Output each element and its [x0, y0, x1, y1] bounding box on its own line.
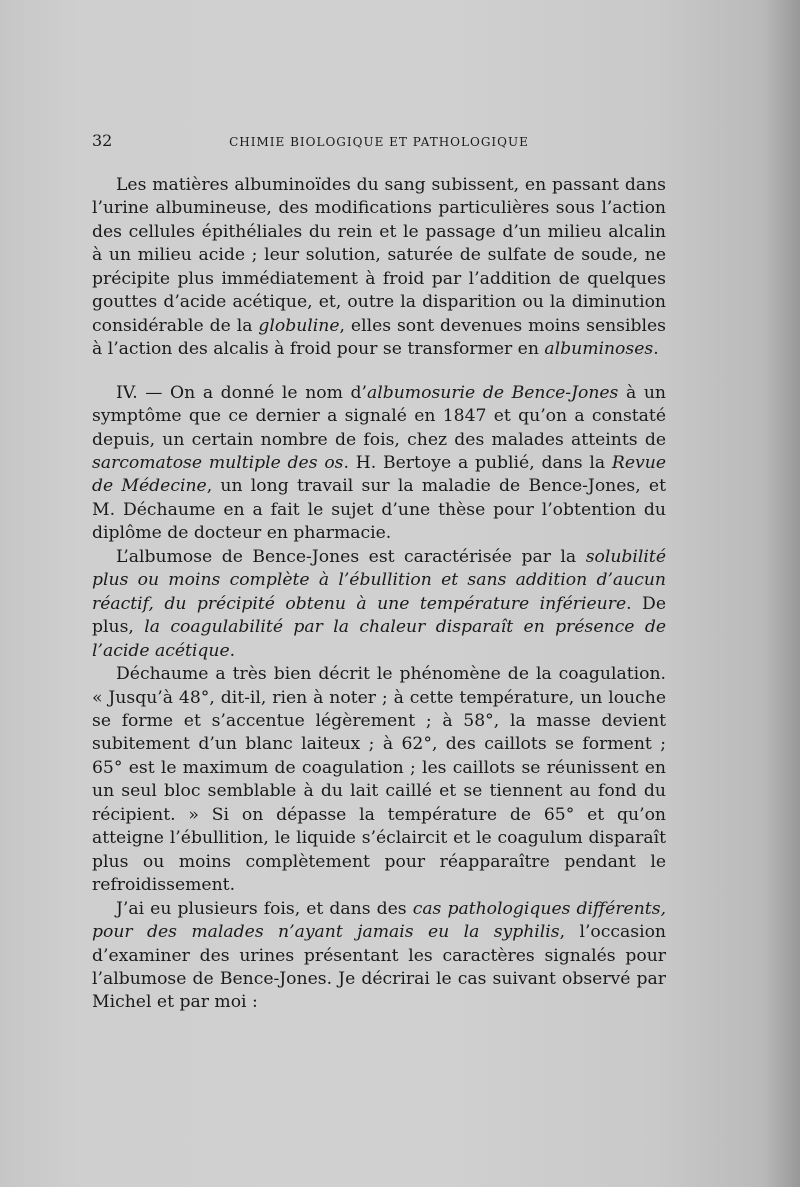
italic-run: Revue de Médecine — [92, 452, 666, 497]
italic-run: solubilité plus ou moins complète à l’ébullition et sans addition d’aucun réactif, du précipité obtenu à une température inférieure — [92, 546, 666, 614]
paragraph-albuminoids — [92, 174, 666, 362]
page-header — [92, 131, 666, 155]
text-run: L’albumose de Bence-Jones est caractérisée par la — [116, 546, 586, 567]
text-run: IV. — On a donné le nom d’ — [116, 382, 367, 403]
body-text — [92, 174, 666, 1015]
paragraph-coagulation — [92, 663, 666, 898]
italic-run: la coagulabilité par la chaleur disparaît en présence de l’acide acétique — [92, 617, 666, 661]
text-run: Déchaume a très bien décrit le phénomène de la coagulation. « Jusqu’à 48°, dit-il, rien à noter ; à cette température, un louche se forme et s’accentue légèrement ; à 58°, la masse devient subitement d’un blanc laiteux ; à 62°, des caillots se forment ; 65° est le maximum de coagulation ; les caillots se réunissent en un seul bloc semblable à du lait caillé et se tiennent au fond du récipient. » Si on dépasse la température de 65° et qu’on atteigne l’ébullition, le liquide s’éclaircit et le coagulum disparaît plus ou moins complètement pour réapparaître pendant le refroidissement. — [92, 664, 666, 896]
paragraph-observation — [92, 898, 666, 1015]
text-run: . H. Bertoye a publié, dans la — [343, 452, 612, 473]
text-run: . — [229, 640, 236, 661]
page-edge-shadow — [760, 0, 800, 1187]
text-run: à un symptôme que ce dernier a signalé en 1847 et qu’on a constaté depuis, un certain nombre de fois, chez des malades atteints de — [92, 382, 666, 450]
italic-run: sarcomatose multiple des os — [92, 452, 344, 473]
text-run: . De plus, — [92, 593, 666, 638]
paragraph-bence-jones — [92, 382, 666, 546]
running-head: CHIMIE BIOLOGIQUE ET PATHOLOGIQUE — [229, 135, 529, 149]
paragraph-albumose — [92, 546, 666, 663]
page-number: 32 — [92, 131, 113, 150]
text-run: Les matières albuminoïdes du sang subissent, en passant dans l’urine albumineuse, des modifications particulières sous l’action des cellules épithéliales du rein et le passage d’un milieu alcalin à un milieu acide ; leur solution, saturée de sulfate de soude, ne précipite plus immédiatement à froid par l’addition de quelques gouttes d’acide acétique, et, outre la disparition ou la diminution considérable de la — [92, 175, 666, 336]
text-run: . — [653, 339, 659, 360]
text-run: , elles sont devenues moins sensibles à l’action des alcalis à froid pour se transformer en — [92, 315, 666, 360]
italic-run: albuminoses — [544, 339, 654, 360]
text-run: , un long travail sur la maladie de Bence-Jones, et M. Déchaume en a fait le sujet d’une thèse pour l’obtention du diplôme de docteur en pharmacie. — [92, 476, 667, 544]
text-run: , l’occasion d’examiner des urines présentant les caractères signalés pour l’albumose de Bence-Jones. Je décrirai le cas suivant observé par Michel et par moi : — [92, 922, 666, 1013]
italic-run: cas pathologiques différents, pour des malades n’ayant jamais eu la syphilis — [92, 898, 666, 943]
italic-run: globuline — [258, 315, 340, 336]
text-run: J’ai eu plusieurs fois, et dans des — [116, 898, 413, 919]
italic-run: albumosurie de Bence-Jones — [366, 382, 619, 403]
